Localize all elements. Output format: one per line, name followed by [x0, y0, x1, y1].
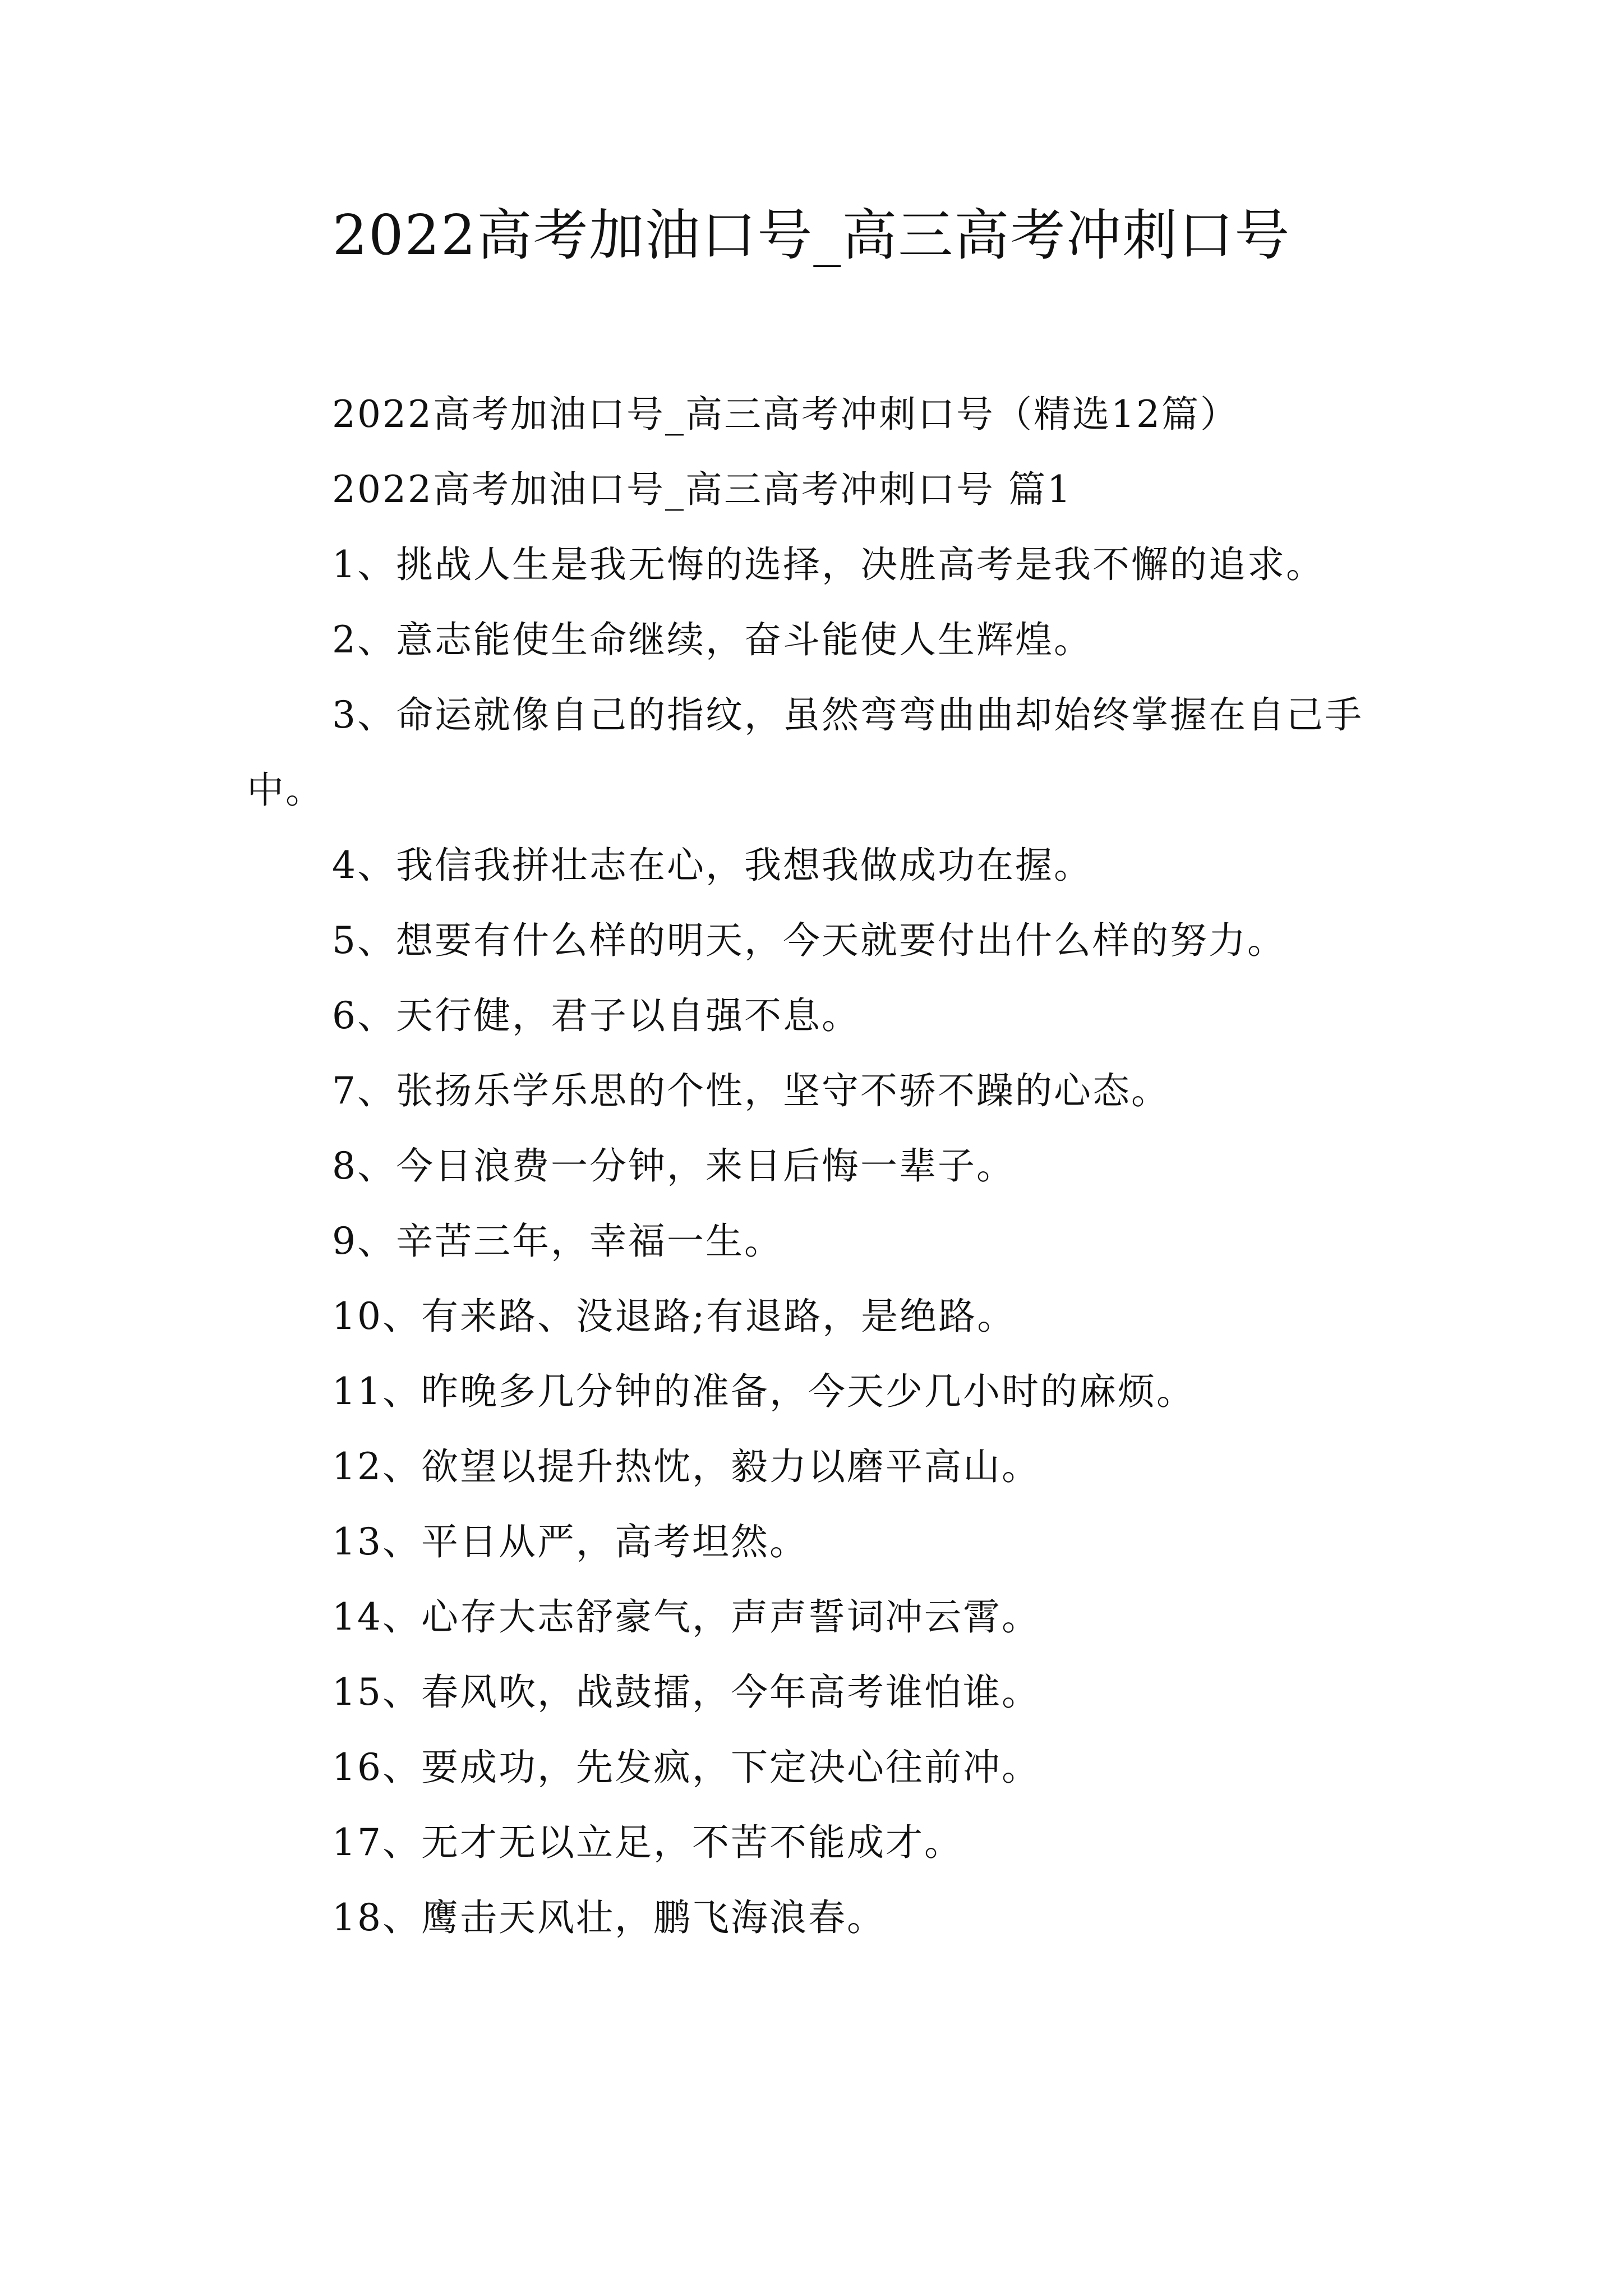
- slogan-item: 17、无才无以立足，不苦不能成才。: [332, 1821, 963, 1864]
- slogan-item: 8、今日浪费一分钟，来日后悔一辈子。: [332, 1144, 1015, 1188]
- slogan-item: 5、想要有什么样的明天，今天就要付出什么样的努力。: [332, 919, 1286, 962]
- slogan-item: 10、有来路、没退路;有退路，是绝路。: [332, 1295, 1016, 1338]
- slogan-item: 11、昨晚多几分钟的准备，今天少几小时的麻烦。: [332, 1370, 1195, 1413]
- slogan-item: 12、欲望以提升热忱，毅力以磨平高山。: [332, 1445, 1040, 1488]
- slogan-item: 9、辛苦三年，幸福一生。: [332, 1220, 783, 1263]
- slogan-item: 13、平日从严，高考坦然。: [332, 1520, 808, 1563]
- paragraph-subtitle: 2022高考加油口号_高三高考冲刺口号（精选12篇）: [332, 393, 1239, 436]
- slogan-item: 14、心存大志舒豪气，声声誓词冲云霄。: [332, 1595, 1040, 1639]
- slogan-item: 4、我信我拼壮志在心，我想我做成功在握。: [332, 844, 1092, 887]
- slogan-item: 1、挑战人生是我无悔的选择，决胜高考是我不懈的追求。: [332, 543, 1325, 586]
- slogan-item: 3、命运就像自己的指纹，虽然弯弯曲曲却始终掌握在自己手中。: [247, 693, 1363, 812]
- slogan-item: 7、张扬乐学乐思的个性，坚守不骄不躁的心态。: [332, 1069, 1170, 1112]
- slogan-item: 18、鹰击天风壮，鹏飞海浪春。: [332, 1896, 886, 1939]
- slogan-item: 16、要成功，先发疯，下定决心往前冲。: [332, 1746, 1040, 1789]
- slogan-item: 6、天行健，君子以自强不息。: [332, 994, 860, 1037]
- slogan-item: 2、意志能使生命继续，奋斗能使人生辉煌。: [332, 618, 1092, 661]
- document-body: [247, 377, 1391, 1955]
- document-title: 2022高考加油口号_高三高考冲刺口号: [332, 204, 1291, 268]
- paragraph-section-heading: 2022高考加油口号_高三高考冲刺口号 篇1: [332, 468, 1072, 511]
- slogan-item: 15、春风吹，战鼓擂，今年高考谁怕谁。: [332, 1671, 1040, 1714]
